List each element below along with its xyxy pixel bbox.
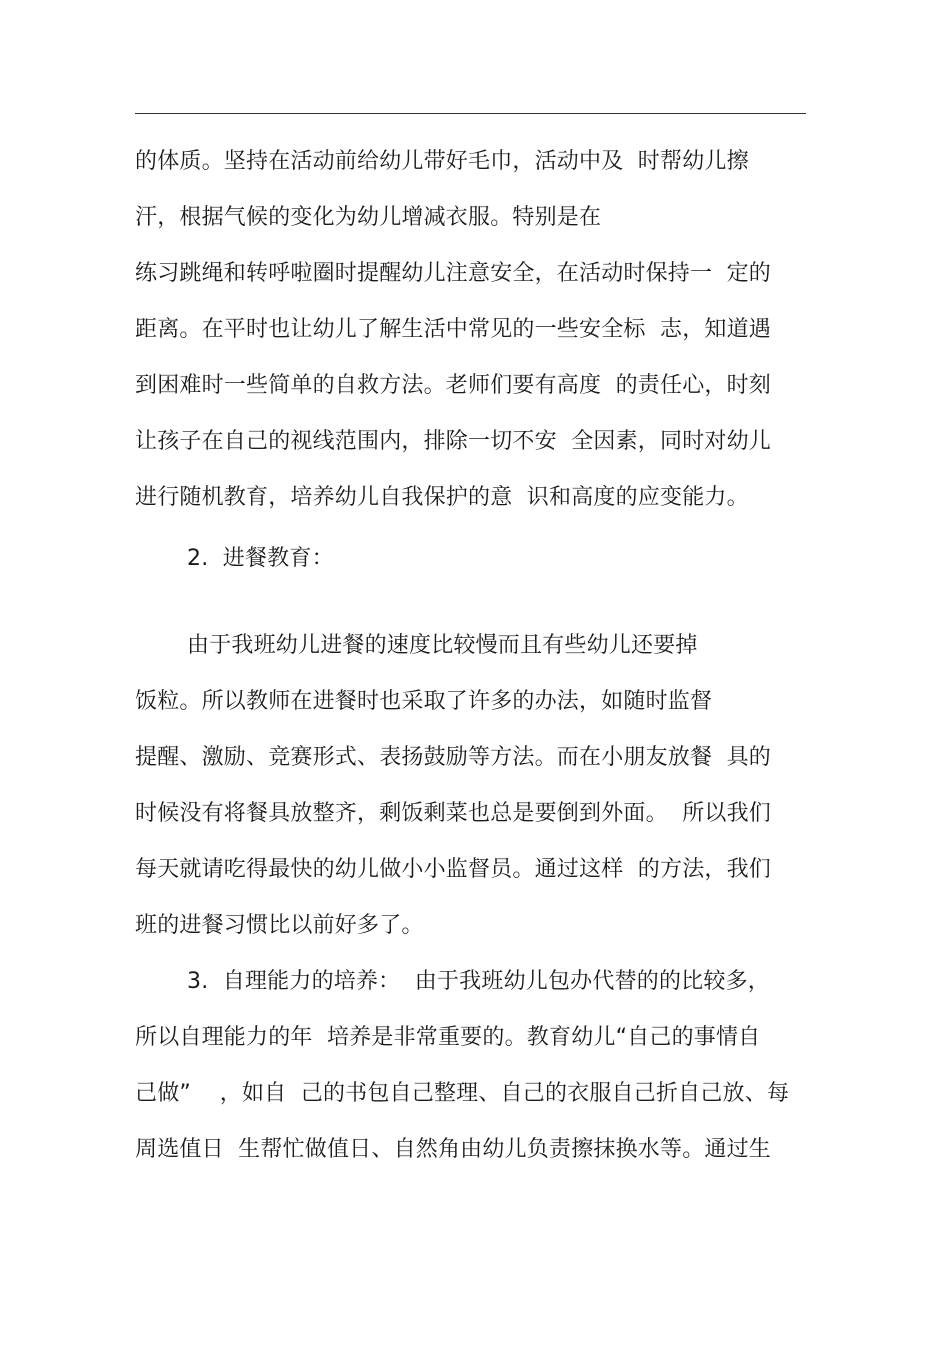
body-line-15: 己做” ，如自 己的书包自己整理、自己的衣服自己折自己放、每 — [135, 1081, 790, 1106]
section-heading-meal-education: 2. 进餐教育： — [187, 546, 334, 571]
body-line-8: 由于我班幼儿进餐的速度比较慢而且有些幼儿还要掉 — [187, 633, 698, 658]
section-heading-self-care: 3. 自理能力的培养： 由于我班幼儿包办代替的的比较多， — [187, 969, 770, 994]
body-line-5: 到困难时一些简单的自救方法。老师们要有高度 的责任心，时刻 — [135, 373, 771, 398]
body-line-12: 每天就请吃得最快的幼儿做小小监督员。通过这样 的方法，我们 — [135, 857, 771, 882]
body-line-9: 饭粒。所以教师在进餐时也采取了许多的办法，如随时监督 — [135, 689, 713, 714]
body-line-14: 所以自理能力的年 培养是非常重要的。教育幼儿“自己的事情自 — [135, 1025, 761, 1050]
body-line-16: 周选值日 生帮忙做值日、自然角由幼儿负责擦抹换水等。通过生 — [135, 1137, 771, 1162]
body-line-11: 时候没有将餐具放整齐，剩饭剩菜也总是要倒到外面。 所以我们 — [135, 801, 771, 826]
body-line-1: 的体质。坚持在活动前给幼儿带好毛巾，活动中及 时帮幼儿擦 — [135, 149, 749, 174]
body-line-6: 让孩子在自己的视线范围内，排除一切不安 全因素，同时对幼儿 — [135, 429, 771, 454]
body-line-10: 提醒、激励、竞赛形式、表扬鼓励等方法。而在小朋友放餐 具的 — [135, 745, 771, 770]
body-line-13: 班的进餐习惯比以前好多了。 — [135, 913, 424, 938]
body-line-3: 练习跳绳和转呼啦圈时提醒幼儿注意安全，在活动时保持一 定的 — [135, 261, 771, 286]
body-line-7: 进行随机教育，培养幼儿自我保护的意 识和高度的应变能力。 — [135, 485, 749, 510]
body-line-2: 汗，根据气候的变化为幼儿增减衣服。特别是在 — [135, 205, 602, 230]
body-line-4: 距离。在平时也让幼儿了解生活中常见的一些安全标 志，知道遇 — [135, 317, 771, 342]
header-rule — [135, 113, 806, 114]
